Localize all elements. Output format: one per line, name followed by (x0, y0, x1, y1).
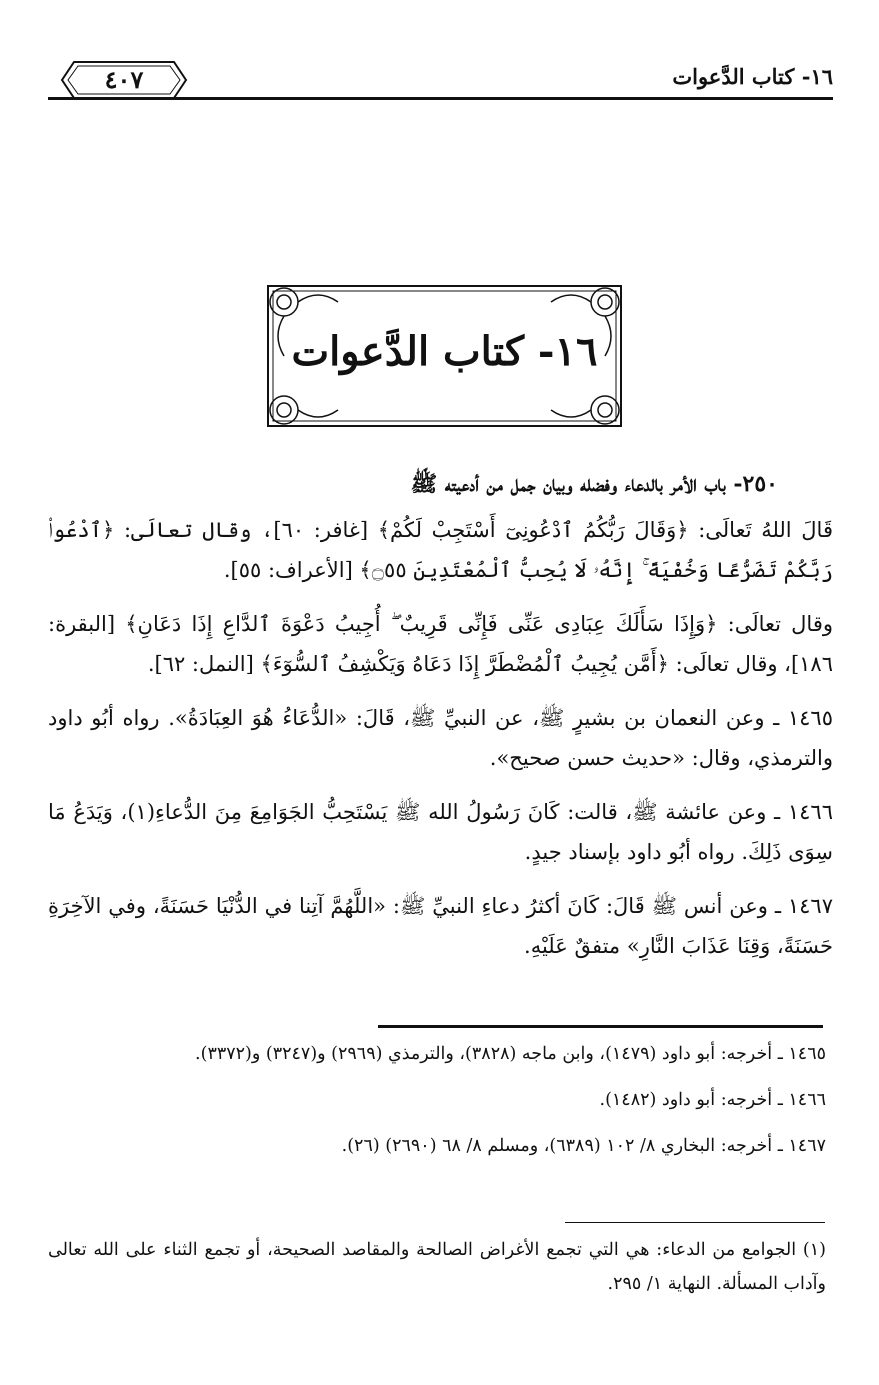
glossary-notes (48, 1233, 826, 1301)
takhrij-1467: ١٤٦٧ ـ أخرجه: البخاري ٨/ ١٠٢ (٦٣٨٩)، ومسلم ٨/ ٦٨ (٢٦٩٠) (٢٦). (341, 1136, 826, 1156)
title-frame (262, 280, 627, 432)
glossary-rule (565, 1222, 825, 1223)
takhrij-notes (48, 1037, 826, 1175)
hadith-1466: ١٤٦٦ ـ وعن عائشة ﷺ، قالت: كَانَ رَسُولُ الله ﷺ يَسْتَحِبُّ الجَوَامِعَ مِنَ الدُّعاءِ(١)، وَيَدَعُ مَا سِوَى ذَلِكَ. رواه أبُو داود بإسناد جيدٍ. (48, 800, 833, 864)
page-header (48, 50, 833, 100)
takhrij-1465: ١٤٦٥ ـ أخرجه: أبو داود (١٤٧٩)، وابن ماجه (٣٨٢٨)، والترمذي (٢٩٦٩) و(٣٢٤٧) و(٣٣٧٢). (195, 1044, 826, 1064)
paragraph-verses-1: قَالَ اللهُ تَعالَى: ﴿وَقَالَ رَبُّكُمُ ٱدْعُونِىٓ أَسْتَجِبْ لَكُمْ﴾ [غافر: ٦٠]، وقال تعالَى: ﴿ٱدْعُوا۟ رَبَّكُمْ تَضَرُّعًا وَخُفْيَةً ۚ إِنَّهُۥ لَا يُحِبُّ ٱلْمُعْتَدِينَ ۝٥٥﴾ [الأعراف: ٥٥]. (48, 518, 833, 582)
hadith-1465: ١٤٦٥ ـ وعن النعمان بن بشيرٍ ﷺ، عن النبيِّ ﷺ، قَالَ: «الدُّعَاءُ هُوَ العِبَادَةُ». رواه أبُو داود والترمذي، وقال: «حديث حسن صحيح». (48, 706, 833, 770)
paragraph-verses-2: وقال تعالَى: ﴿وَإِذَا سَأَلَكَ عِبَادِى عَنِّى فَإِنِّى قَرِيبٌ ۖ أُجِيبُ دَعْوَةَ ٱلدَّاعِ إِذَا دَعَانِ﴾ [البقرة: ١٨٦]، وقال تعالَى: ﴿أَمَّن يُجِيبُ ٱلْمُضْطَرَّ إِذَا دَعَاهُ وَيَكْشِفُ ٱلسُّوٓءَ﴾ [النمل: ٦٢]. (48, 612, 833, 676)
running-title: ١٦- كتاب الدَّعوات (672, 64, 833, 89)
footnote-rule (378, 1025, 823, 1028)
chapter-heading: ٢٥٠- باب الأمر بالدعاء وفضله وبيان جمل من أدعيته ﷺ (410, 471, 778, 497)
page-number: ٤٠٧ (104, 65, 144, 94)
header-rule (48, 97, 833, 100)
takhrij-1466: ١٤٦٦ ـ أخرجه: أبو داود (١٤٨٢). (599, 1090, 826, 1110)
hadith-1467: ١٤٦٧ ـ وعن أنس ﷺ قَالَ: كَانَ أكثرُ دعاءِ النبيِّ ﷺ: «اللَّهُمَّ آتِنا في الدُّنْيَا حَسَنَةً، وفي الآخِرَةِ حَسَنَةً، وَقِنَا عَذَابَ النَّارِ» متفقٌ عَلَيْهِ. (48, 894, 833, 958)
glossary-note-1: (١) الجوامع من الدعاء: هي التي تجمع الأغراض الصالحة والمقاصد الصحيحة، أو تجمع الثناء على الله تعالى وآداب المسألة. النهاية ١/ ٢٩٥. (48, 1240, 826, 1294)
page-number-frame (60, 60, 188, 100)
main-content (48, 470, 833, 980)
book-title: ١٦- كتاب الدَّعوات (291, 328, 598, 375)
